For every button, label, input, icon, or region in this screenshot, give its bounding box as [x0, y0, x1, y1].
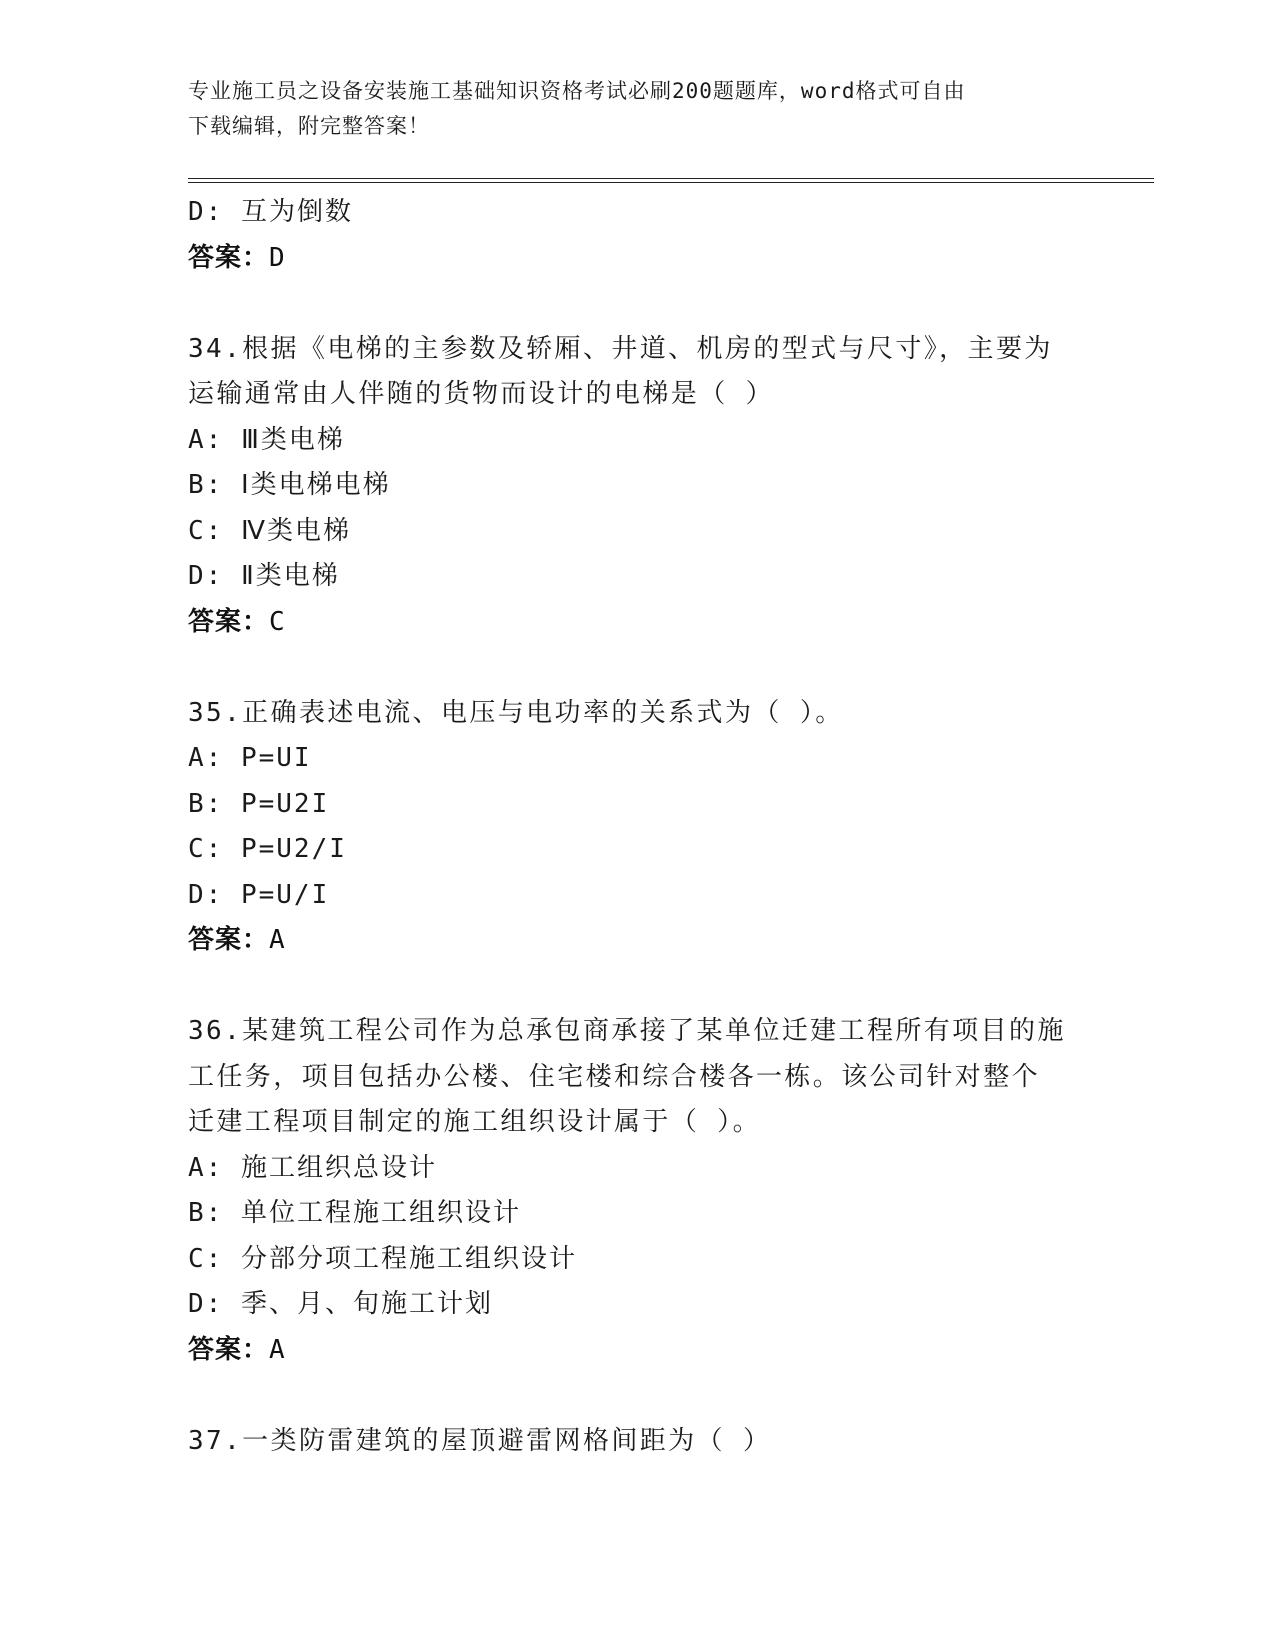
question-content — [188, 190, 1088, 1464]
option-d: D: Ⅱ类电梯 — [188, 561, 340, 591]
header-divider — [188, 178, 1154, 183]
option-a: A: 施工组织总设计 — [188, 1152, 437, 1183]
answer-line — [188, 600, 1088, 646]
question-36 — [188, 1009, 1088, 1373]
option-d: D: 季、月、旬施工计划 — [188, 1289, 493, 1319]
answer-line — [188, 918, 1088, 964]
answer-value: C — [269, 606, 286, 637]
answer-label: 答案： — [188, 242, 270, 273]
answer-line — [188, 1328, 1088, 1374]
question-34 — [188, 327, 1088, 646]
option-d: D: 互为倒数 — [188, 197, 353, 227]
stem-line: 37.一类防雷建筑的屋顶避雷网格间距为（ ） — [188, 1425, 772, 1456]
question-stem — [188, 691, 1088, 737]
prev-question — [188, 190, 1088, 281]
stem-line: 36.某建筑工程公司作为总承包商承接了某单位迁建工程所有项目的施 — [188, 1016, 1066, 1046]
header-line-2: 下载编辑，附完整答案！ — [188, 114, 430, 138]
spacer — [188, 1373, 1088, 1419]
answer-line — [188, 236, 1088, 282]
question-37 — [188, 1419, 1088, 1465]
stem-line: 34.根据《电梯的主参数及轿厢、井道、机房的型式与尺寸》，主要为 — [188, 333, 1053, 364]
option-b: B: 单位工程施工组织设计 — [188, 1198, 521, 1228]
option-b: B: Ⅰ类电梯电梯 — [188, 470, 391, 500]
question-stem — [188, 1419, 1088, 1465]
option-a: A: P=UI — [188, 743, 312, 773]
option-d: D: P=U/I — [188, 879, 330, 910]
document-header — [188, 74, 1068, 144]
stem-line: 运输通常由人伴随的货物而设计的电梯是（ ） — [188, 379, 775, 409]
answer-value: A — [269, 925, 286, 955]
answer-value: D — [269, 242, 286, 273]
question-stem — [188, 327, 1088, 418]
question-35 — [188, 691, 1088, 964]
stem-line: 35.正确表述电流、电压与电功率的关系式为（ ）。 — [188, 697, 844, 728]
header-line-1: 专业施工员之设备安装施工基础知识资格考试必刷200题题库，word格式可自由 — [188, 79, 966, 103]
answer-label: 答案： — [188, 606, 270, 637]
option-c: C: 分部分项工程施工组织设计 — [188, 1243, 577, 1274]
option-b: B: P=U2I — [188, 788, 330, 819]
spacer — [188, 964, 1088, 1010]
spacer — [188, 281, 1088, 327]
stem-line: 工任务，项目包括办公楼、住宅楼和综合楼各一栋。该公司针对整个 — [188, 1061, 1041, 1092]
answer-label: 答案： — [188, 1334, 270, 1365]
option-c: C: Ⅳ类电梯 — [188, 515, 351, 546]
answer-label: 答案： — [188, 925, 270, 955]
option-c: C: P=U2/I — [188, 834, 347, 864]
option-a: A: Ⅲ类电梯 — [188, 424, 345, 455]
question-stem — [188, 1009, 1088, 1146]
answer-value: A — [269, 1334, 286, 1365]
spacer — [188, 645, 1088, 691]
stem-line: 迁建工程项目制定的施工组织设计属于（ ）。 — [188, 1107, 762, 1137]
